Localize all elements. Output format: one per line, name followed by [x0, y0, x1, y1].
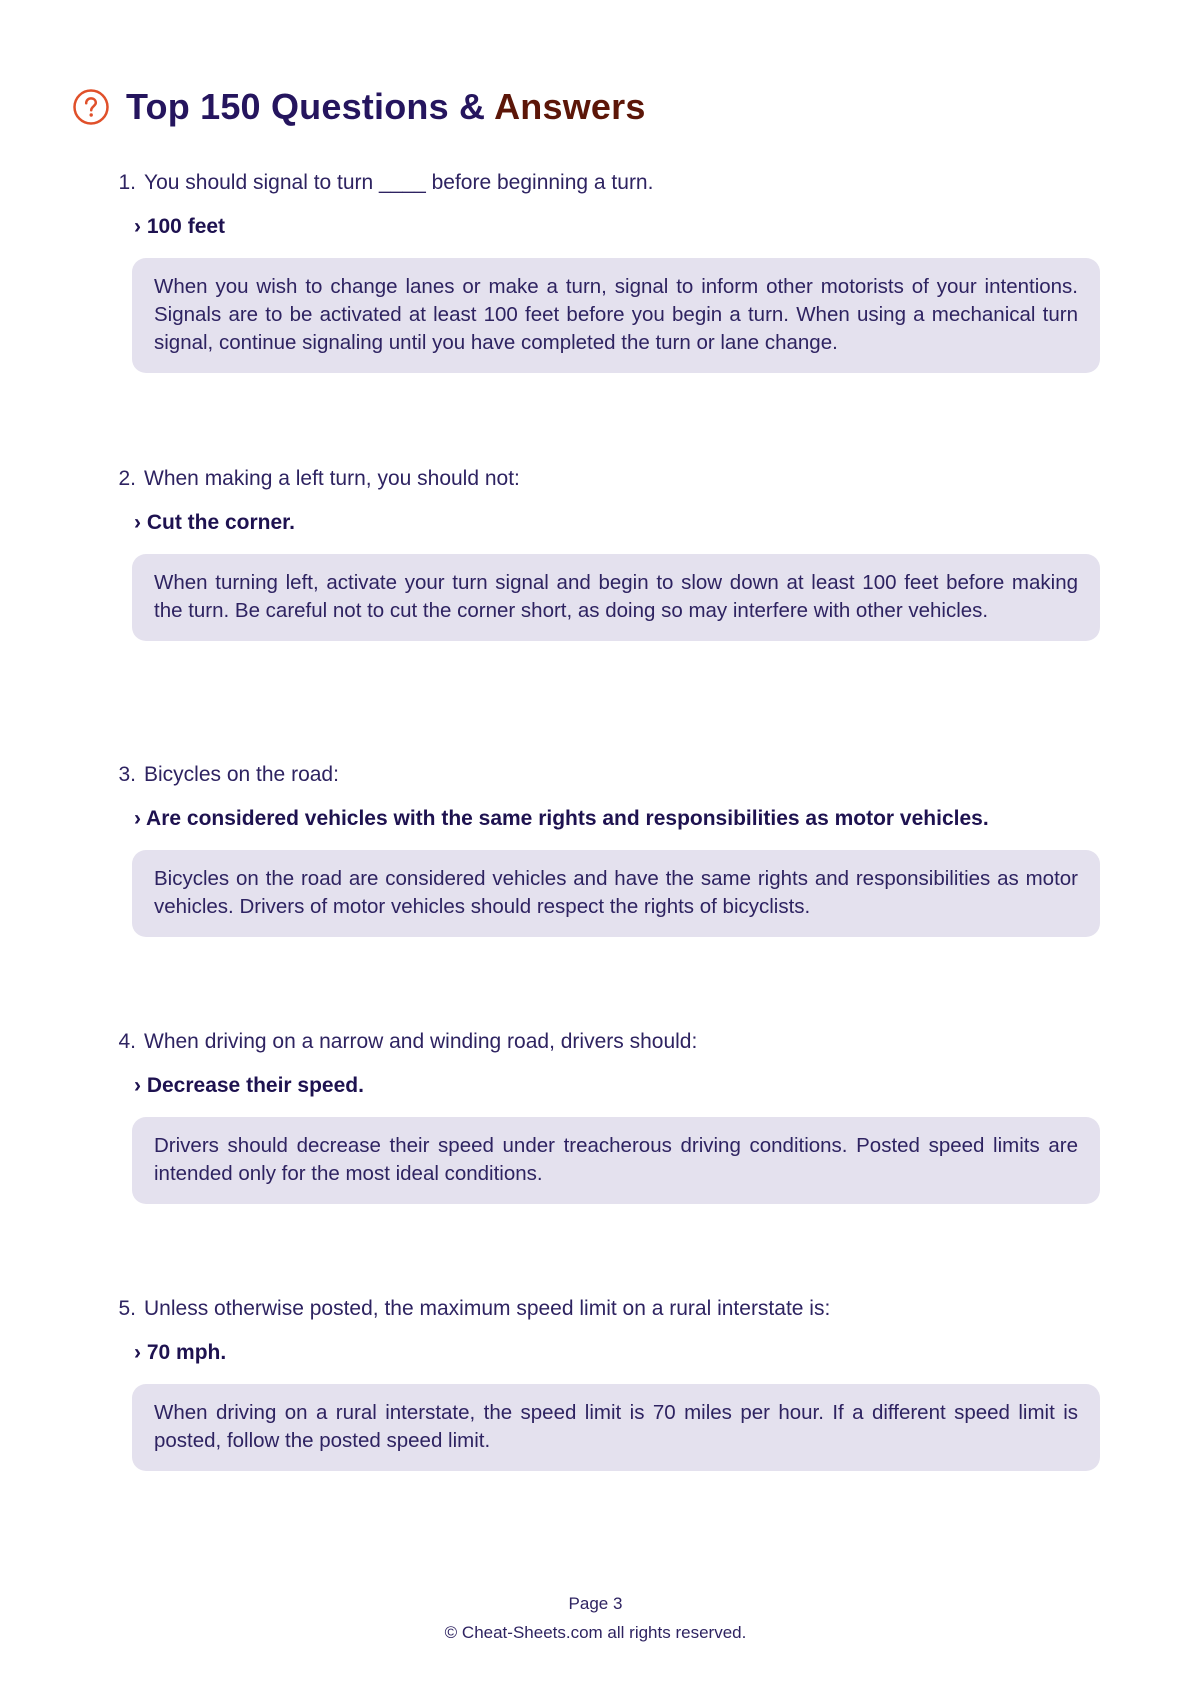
answer: › Decrease their speed. — [134, 1074, 364, 1097]
qa-item — [100, 1296, 1100, 1471]
title-accent: Answers — [494, 86, 646, 127]
question-text: When driving on a narrow and winding road, drivers should: — [144, 1030, 698, 1053]
question-number: 3. — [118, 763, 136, 786]
qa-item — [100, 466, 1100, 641]
question-number: 2. — [118, 467, 136, 490]
qa-item — [100, 762, 1100, 937]
question-text: Unless otherwise posted, the maximum speed limit on a rural interstate is: — [144, 1297, 831, 1320]
qa-item — [100, 1029, 1100, 1204]
question-text: Bicycles on the road: — [144, 763, 339, 786]
title-main: Top 150 Questions & — [126, 86, 486, 127]
page-number: Page 3 — [568, 1594, 623, 1613]
qa-item — [100, 170, 1100, 373]
explanation-box: When driving on a rural interstate, the speed limit is 70 miles per hour. If a different speed limit is posted, follow the posted speed limit. — [132, 1384, 1100, 1471]
explanation-box: Bicycles on the road are considered vehicles and have the same rights and responsibilities as motor vehicles. Drivers of motor vehicles should respect the rights of bicyclists. — [132, 850, 1100, 937]
question — [100, 1029, 1100, 1055]
answer: › Are considered vehicles with the same rights and responsibilities as motor vehicles. — [134, 807, 989, 830]
question-text: You should signal to turn ____ before beginning a turn. — [144, 171, 654, 194]
page-title — [126, 86, 646, 128]
explanation-box: Drivers should decrease their speed under treacherous driving conditions. Posted speed limits are intended only for the most ideal conditions. — [132, 1117, 1100, 1204]
answer: › 100 feet — [134, 215, 226, 238]
question-number: 1. — [118, 171, 136, 194]
question — [100, 762, 1100, 788]
question-number: 4. — [118, 1030, 136, 1053]
page-header — [72, 86, 646, 128]
question — [100, 170, 1100, 196]
question-circle-icon — [72, 88, 110, 126]
question — [100, 466, 1100, 492]
question-text: When making a left turn, you should not: — [144, 467, 520, 490]
answer: › Cut the corner. — [134, 511, 296, 534]
explanation-box: When turning left, activate your turn signal and begin to slow down at least 100 feet before making the turn. Be careful not to cut the corner short, as doing so may interfere with other vehicles. — [132, 554, 1100, 641]
question — [100, 1296, 1100, 1322]
answer: › 70 mph. — [134, 1341, 227, 1364]
explanation-box: When you wish to change lanes or make a turn, signal to inform other motorists of your intentions. Signals are to be activated at least 100 feet before you begin a turn. When using a mechanical turn signal, continue signaling until you have completed the turn or lane change. — [132, 258, 1100, 373]
copyright-notice: © Cheat-Sheets.com all rights reserved. — [444, 1623, 747, 1642]
question-number: 5. — [118, 1297, 136, 1320]
